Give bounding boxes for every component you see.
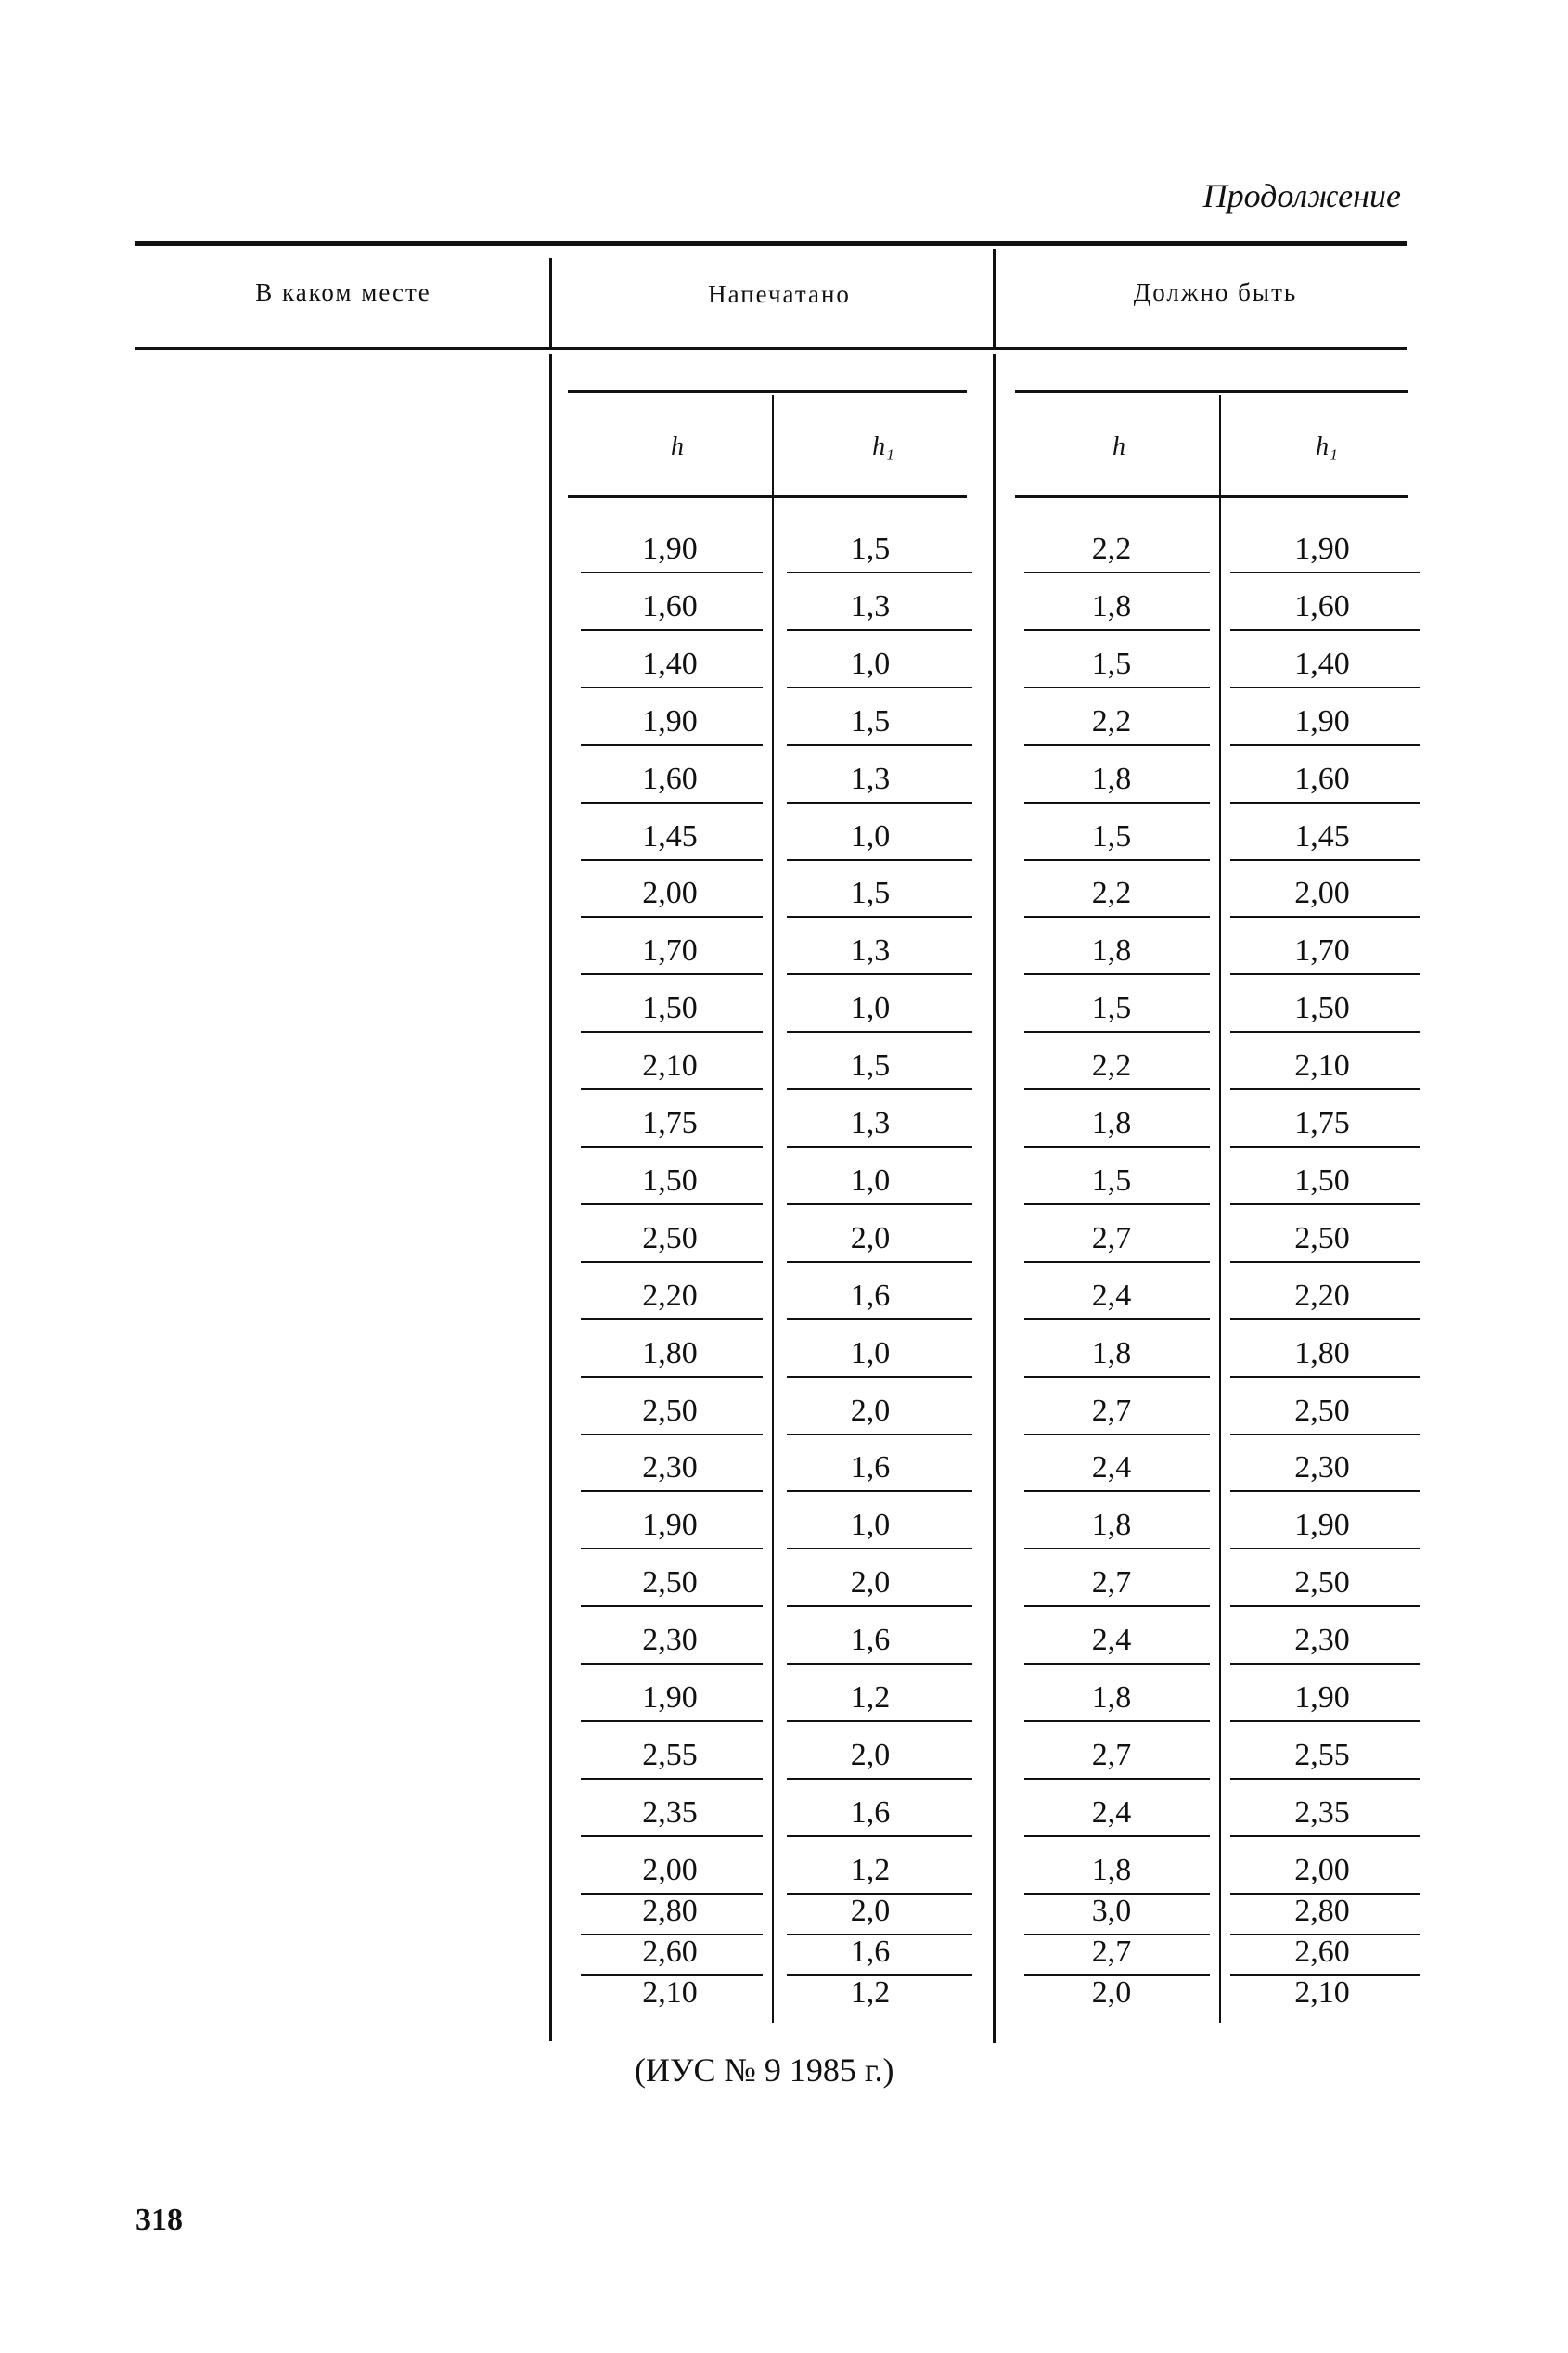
- table-cell: 1,5: [850, 532, 891, 566]
- cell-underline: [1024, 1318, 1210, 1320]
- table-cell: 2,50: [1294, 1220, 1350, 1255]
- page-number: 318: [135, 2203, 183, 2237]
- column-header-printed: Напечатано: [708, 280, 851, 308]
- table-cell: 1,5: [1091, 646, 1132, 681]
- cell-underline: [1024, 1088, 1210, 1090]
- inner-divider-printed: [772, 395, 774, 2023]
- table-cell: 2,7: [1091, 1220, 1132, 1255]
- table-cell: 1,45: [1294, 818, 1350, 854]
- body-divider-2: [993, 354, 996, 2043]
- table-cell: 1,5: [850, 1048, 891, 1084]
- table-cell: 2,0: [850, 1565, 891, 1601]
- table-cell: 1,8: [1091, 1680, 1132, 1715]
- table-cell: 1,70: [642, 933, 698, 969]
- header-bottom-rule: [135, 347, 1407, 350]
- table-cell: 2,10: [1294, 1048, 1350, 1084]
- subtable-correct-top-rule: [1015, 390, 1408, 393]
- cell-underline: [1024, 1663, 1210, 1665]
- cell-underline: [1230, 1835, 1420, 1837]
- cell-underline: [581, 1778, 763, 1780]
- table-cell: 1,8: [1091, 1106, 1132, 1140]
- table-cell: 1,3: [850, 933, 891, 969]
- table-cell: 2,80: [642, 1893, 698, 1928]
- table-cell: 1,2: [850, 1852, 891, 1887]
- cell-underline: [787, 802, 972, 804]
- header-divider-2: [993, 249, 996, 347]
- table-cell: 1,75: [642, 1106, 698, 1140]
- table-cell: 2,00: [642, 1852, 698, 1887]
- cell-underline: [581, 1548, 763, 1549]
- cell-underline: [787, 1548, 972, 1549]
- cell-underline: [787, 1663, 972, 1665]
- cell-underline: [1024, 1434, 1210, 1435]
- table-cell: 1,6: [850, 1278, 891, 1313]
- subheader-correct-h1: h₁: [1316, 432, 1338, 461]
- cell-underline: [1230, 859, 1420, 861]
- table-cell: 1,40: [1294, 646, 1350, 681]
- cell-underline: [1024, 916, 1210, 918]
- table-cell: 1,50: [1294, 991, 1350, 1026]
- cell-underline: [1230, 1434, 1420, 1435]
- table-cell: 2,20: [1294, 1278, 1350, 1313]
- table-cell: 2,50: [642, 1565, 698, 1601]
- table-cell: 1,45: [642, 818, 698, 854]
- table-cell: 2,50: [1294, 1393, 1350, 1428]
- table-cell: 2,30: [1294, 1623, 1350, 1658]
- cell-underline: [787, 1318, 972, 1320]
- cell-underline: [581, 1376, 763, 1378]
- cell-underline: [1230, 1376, 1420, 1378]
- cell-underline: [1024, 1720, 1210, 1722]
- table-cell: 2,55: [1294, 1737, 1350, 1772]
- cell-underline: [787, 859, 972, 861]
- table-cell: 2,4: [1091, 1450, 1132, 1485]
- table-cell: 1,90: [642, 703, 698, 739]
- table-cell: 1,3: [850, 1106, 891, 1140]
- cell-underline: [1024, 1605, 1210, 1607]
- cell-underline: [1230, 1088, 1420, 1090]
- table-cell: 2,2: [1091, 532, 1132, 566]
- header-divider-1: [549, 258, 552, 347]
- table-cell: 2,00: [1294, 1852, 1350, 1887]
- subheader-correct-bottom-rule: [1015, 495, 1408, 498]
- table-cell: 1,8: [1091, 1508, 1132, 1543]
- cell-underline: [581, 1318, 763, 1320]
- table-cell: 1,90: [642, 532, 698, 566]
- table-cell: 1,3: [850, 761, 891, 796]
- continuation-label: Продолжение: [1202, 177, 1401, 214]
- table-cell: 2,10: [642, 1974, 698, 2010]
- cell-underline: [787, 1434, 972, 1435]
- cell-underline: [1230, 802, 1420, 804]
- table-cell: 2,30: [1294, 1450, 1350, 1485]
- table-cell: 2,80: [1294, 1893, 1350, 1928]
- cell-underline: [787, 1261, 972, 1263]
- table-cell: 1,6: [850, 1934, 891, 1969]
- cell-underline: [1024, 1146, 1210, 1148]
- cell-underline: [787, 1605, 972, 1607]
- cell-underline: [787, 629, 972, 631]
- table-cell: 1,50: [642, 1163, 698, 1198]
- table-cell: 1,0: [850, 1163, 891, 1198]
- cell-underline: [581, 1720, 763, 1722]
- table-cell: 1,90: [642, 1680, 698, 1715]
- table-cell: 1,50: [1294, 1163, 1350, 1198]
- table-cell: 2,35: [1294, 1794, 1350, 1830]
- cell-underline: [1024, 1778, 1210, 1780]
- table-cell: 2,0: [1091, 1974, 1132, 2010]
- cell-underline: [787, 1490, 972, 1492]
- cell-underline: [581, 973, 763, 975]
- table-cell: 1,60: [1294, 761, 1350, 796]
- table-cell: 1,6: [850, 1623, 891, 1658]
- table-cell: 2,0: [850, 1393, 891, 1428]
- cell-underline: [1024, 744, 1210, 746]
- table-cell: 1,5: [1091, 991, 1132, 1026]
- subheader-printed-bottom-rule: [568, 495, 967, 498]
- table-cell: 1,5: [850, 876, 891, 911]
- cell-underline: [1230, 1548, 1420, 1549]
- table-cell: 1,3: [850, 588, 891, 624]
- table-cell: 2,60: [642, 1934, 698, 1969]
- subheader-printed-h: h: [671, 432, 684, 461]
- source-note: (ИУС № 9 1985 г.): [635, 2051, 894, 2089]
- cell-underline: [581, 572, 763, 573]
- cell-underline: [581, 802, 763, 804]
- table-cell: 1,90: [642, 1508, 698, 1543]
- cell-underline: [1230, 1663, 1420, 1665]
- cell-underline: [787, 572, 972, 573]
- cell-underline: [581, 1434, 763, 1435]
- cell-underline: [581, 687, 763, 688]
- cell-underline: [1024, 687, 1210, 688]
- cell-underline: [581, 1605, 763, 1607]
- cell-underline: [1024, 572, 1210, 573]
- table-cell: 1,8: [1091, 1335, 1132, 1370]
- table-cell: 1,60: [642, 588, 698, 624]
- cell-underline: [581, 1663, 763, 1665]
- table-cell: 2,0: [850, 1737, 891, 1772]
- table-cell: 2,55: [642, 1737, 698, 1772]
- table-cell: 2,60: [1294, 1934, 1350, 1969]
- cell-underline: [1024, 802, 1210, 804]
- cell-underline: [1230, 1490, 1420, 1492]
- cell-underline: [1024, 1261, 1210, 1263]
- cell-underline: [787, 1088, 972, 1090]
- table-cell: 2,2: [1091, 703, 1132, 739]
- table-cell: 1,60: [642, 761, 698, 796]
- cell-underline: [1230, 1778, 1420, 1780]
- table-cell: 2,00: [642, 876, 698, 911]
- table-cell: 1,5: [850, 703, 891, 739]
- cell-underline: [581, 916, 763, 918]
- table-cell: 1,0: [850, 818, 891, 854]
- cell-underline: [581, 1203, 763, 1205]
- cell-underline: [1024, 629, 1210, 631]
- table-cell: 1,80: [1294, 1335, 1350, 1370]
- cell-underline: [1024, 1031, 1210, 1033]
- table-cell: 2,20: [642, 1278, 698, 1313]
- table-cell: 1,0: [850, 1508, 891, 1543]
- cell-underline: [1230, 1146, 1420, 1148]
- top-rule: [135, 241, 1407, 246]
- cell-underline: [581, 1146, 763, 1148]
- cell-underline: [1230, 687, 1420, 688]
- table-cell: 2,10: [1294, 1974, 1350, 2010]
- table-cell: 1,2: [850, 1974, 891, 2010]
- cell-underline: [581, 1088, 763, 1090]
- cell-underline: [581, 744, 763, 746]
- table-cell: 2,0: [850, 1893, 891, 1928]
- table-cell: 1,8: [1091, 761, 1132, 796]
- table-cell: 1,90: [1294, 532, 1350, 566]
- table-cell: 1,2: [850, 1680, 891, 1715]
- table-cell: 2,7: [1091, 1565, 1132, 1601]
- table-cell: 2,0: [850, 1220, 891, 1255]
- table-cell: 1,5: [1091, 1163, 1132, 1198]
- table-cell: 1,0: [850, 646, 891, 681]
- table-cell: 1,90: [1294, 703, 1350, 739]
- inner-divider-correct: [1219, 395, 1221, 2023]
- table-cell: 3,0: [1091, 1893, 1132, 1928]
- cell-underline: [787, 1203, 972, 1205]
- cell-underline: [787, 744, 972, 746]
- subtable-printed-top-rule: [568, 390, 967, 393]
- cell-underline: [787, 1146, 972, 1148]
- cell-underline: [1230, 629, 1420, 631]
- cell-underline: [1024, 1376, 1210, 1378]
- cell-underline: [581, 859, 763, 861]
- cell-underline: [1230, 1031, 1420, 1033]
- cell-underline: [1024, 1490, 1210, 1492]
- cell-underline: [581, 1031, 763, 1033]
- cell-underline: [581, 1835, 763, 1837]
- table-cell: 1,0: [850, 1335, 891, 1370]
- table-cell: 1,70: [1294, 933, 1350, 969]
- cell-underline: [1230, 744, 1420, 746]
- table-cell: 1,90: [1294, 1680, 1350, 1715]
- cell-underline: [581, 1490, 763, 1492]
- table-cell: 2,00: [1294, 876, 1350, 911]
- table-cell: 2,2: [1091, 1048, 1132, 1084]
- cell-underline: [787, 916, 972, 918]
- table-cell: 1,50: [642, 991, 698, 1026]
- table-cell: 1,6: [850, 1450, 891, 1485]
- cell-underline: [1230, 973, 1420, 975]
- table-cell: 2,50: [642, 1393, 698, 1428]
- cell-underline: [1024, 1203, 1210, 1205]
- cell-underline: [787, 1376, 972, 1378]
- subheader-correct-h: h: [1112, 432, 1125, 461]
- cell-underline: [1230, 1261, 1420, 1263]
- cell-underline: [787, 1720, 972, 1722]
- table-cell: 2,10: [642, 1048, 698, 1084]
- table-cell: 2,50: [642, 1220, 698, 1255]
- cell-underline: [787, 1031, 972, 1033]
- table-cell: 2,7: [1091, 1393, 1132, 1428]
- table-cell: 2,50: [1294, 1565, 1350, 1601]
- table-cell: 2,7: [1091, 1934, 1132, 1969]
- table-cell: 1,8: [1091, 1852, 1132, 1887]
- cell-underline: [1230, 1605, 1420, 1607]
- table-cell: 2,30: [642, 1450, 698, 1485]
- table-cell: 1,60: [1294, 588, 1350, 624]
- table-cell: 2,4: [1091, 1278, 1132, 1313]
- cell-underline: [581, 1261, 763, 1263]
- cell-underline: [1230, 1203, 1420, 1205]
- table-cell: 1,8: [1091, 588, 1132, 624]
- cell-underline: [581, 629, 763, 631]
- column-header-where: В каком месте: [255, 278, 431, 306]
- table-cell: 2,7: [1091, 1737, 1132, 1772]
- table-cell: 1,40: [642, 646, 698, 681]
- cell-underline: [1024, 1548, 1210, 1549]
- subheader-printed-h1: h₁: [872, 432, 894, 461]
- table-cell: 1,75: [1294, 1106, 1350, 1140]
- table-cell: 1,80: [642, 1335, 698, 1370]
- cell-underline: [1230, 1720, 1420, 1722]
- table-cell: 1,5: [1091, 818, 1132, 854]
- column-header-should-be: Должно быть: [1133, 278, 1298, 306]
- table-cell: 1,90: [1294, 1508, 1350, 1543]
- cell-underline: [1024, 1835, 1210, 1837]
- table-cell: 1,8: [1091, 933, 1132, 969]
- table-cell: 2,30: [642, 1623, 698, 1658]
- table-cell: 1,0: [850, 991, 891, 1026]
- body-divider-1: [549, 354, 552, 2041]
- cell-underline: [787, 1778, 972, 1780]
- cell-underline: [787, 687, 972, 688]
- cell-underline: [1230, 916, 1420, 918]
- cell-underline: [1230, 572, 1420, 573]
- table-cell: 1,6: [850, 1794, 891, 1830]
- cell-underline: [1024, 973, 1210, 975]
- cell-underline: [1024, 859, 1210, 861]
- cell-underline: [1230, 1318, 1420, 1320]
- table-cell: 2,2: [1091, 876, 1132, 911]
- cell-underline: [787, 973, 972, 975]
- table-cell: 2,4: [1091, 1623, 1132, 1658]
- cell-underline: [787, 1835, 972, 1837]
- table-cell: 2,35: [642, 1794, 698, 1830]
- table-cell: 2,4: [1091, 1794, 1132, 1830]
